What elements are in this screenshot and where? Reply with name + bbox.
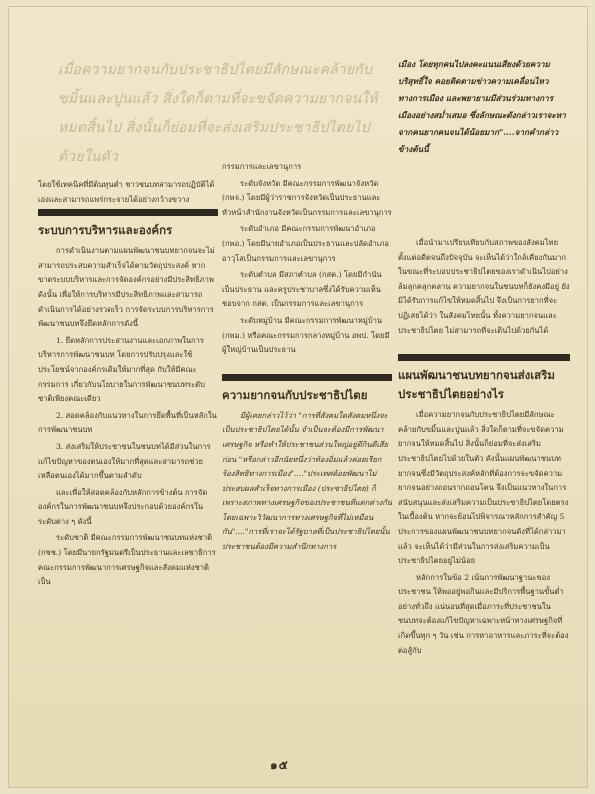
column-middle bbox=[222, 160, 392, 557]
section-divider-bar bbox=[398, 354, 570, 361]
paragraph: มีผู้เคยกล่าวไว้ว่า "การที่สังคมใดสังคมหนึ่งจะเป็นประชาธิปไตยได้นั้น จำเป็นจะต้องมีการพัฒนาเศรษฐกิจ หรือทำให้ประชาชนส่วนใหญ่อยู่ดีกินดีเสียก่อน "หรือกล่าวอีกนัยหนึ่งว่าท้องอิ่มแล้วค่อยเรียกร้องสิทธิทางการเมือง"...."ประเทศด้อยพัฒนาไม่ประสบผลสำเร็จทางการเมือง (ประชาธิปไตย) ก็เพราะสภาพทางเศรษฐกิจของประชาชนที่แตกต่างกัน โดยเฉพาะวิวัฒนาการทางเศรษฐกิจที่ไม่เหมือนกัน"...."การที่เราจะได้รัฐบาลที่เป็นประชาธิปไตยนั้น ประชาชนต้องมีความสำนึกทางการ bbox=[222, 410, 392, 552]
section-divider-bar bbox=[222, 374, 392, 381]
page-number: ๑๕ bbox=[270, 758, 289, 772]
section-heading: ระบบการบริหารและองค์กร bbox=[38, 223, 173, 238]
quote-continuation: เมือง โดยทุกคนไปลงคะแนนเสียงด้วยความบริสุทธิ์ใจ คอยติดตามข่าวความเคลื่อนไหวทางการเมือง และพยายามมีส่วนร่วมทางการเมืองอย่างสม่ำเสมอ ซึ่งลักษณะดังกล่าวเราจะหาจากคนยากคนจนได้น้อยมาก"....จากคำกล่าวข้างต้นนี้ bbox=[398, 59, 566, 154]
paragraph: เมื่อนำมาเปรียบเทียบกับสภาพของสังคมไทยตั้งแต่อดีตจนถึงปัจจุบัน จะเห็นได้ว่าใกล้เคียงกันมาก ในขณะที่ระบอบประชาธิปไตยของเราดำเนินไปอย่างล้มลุกคลุกคลาน ความยากจนในชนบทก็ยังคงมีอยู่ ยังมิได้รับการแก้ไขให้หมดสิ้นไป จึงเป็นการยากที่จะปฏิเสธได้ว่า ในสังคมไทยนั้น ทั้งความยากจนและประชาธิปไตย ไม่สามารถที่จะเดินไปด้วยกันได้ bbox=[398, 238, 570, 335]
paragraph: 3. ส่งเสริมให้ประชาชนในชนบทได้มีส่วนในการแก้ไขปัญหาของตนเองให้มากที่สุดและสามารถช่วยเหลือตนเองได้มากขึ้นตามลำดับ bbox=[38, 441, 211, 481]
column-left bbox=[38, 178, 218, 592]
section-divider-bar bbox=[38, 209, 218, 216]
section-heading: แผนพัฒนาชนบทยากจนส่งเสริมประชาธิปไตยอย่างไร bbox=[398, 368, 555, 402]
paragraph: ระดับชาติ มีคณะกรรมการพัฒนาชนบทแห่งชาติ (กชช.) โดยมีนายกรัฐมนตรีเป็นประธานและเลขาธิการคณะกรรมการพัฒนาการเศรษฐกิจและสังคมแห่งชาติเป็น bbox=[38, 533, 216, 587]
paragraph: 2. สอดคล้องกับแนวทางในการยึดพื้นที่เป็นหลักในการพัฒนาชนบท bbox=[38, 410, 217, 435]
paragraph: เมื่อความยากจนกับประชาธิปไตยมีลักษณะคล้ายกับขมิ้นและปูนแล้ว สิ่งใดก็ตามที่จะขจัดความยากจนให้หมดสิ้นไป สิ่งนั้นก็ย่อมที่จะส่งเสริมประชาธิปไตยไปด้วยในตัว ดังนั้นแผนพัฒนาชนบทยากจนซึ่งมีวัตถุประสงค์หลักที่ต้องการจะขจัดความยากจนอย่างถอนรากถอนโคน จึงเป็นแนวทางในการสนับสนุนและส่งเสริมความเป็นประชาธิปไตยโดยตรงในเบื้องต้น หากจะย้อนไปพิจารณาหลักการสำคัญ 5 ประการของแผนพัฒนาชนบทยากจนดังที่ได้กล่าวมาแล้ว จะเห็นได้ว่ามีส่วนในการส่งเสริมความเป็นประชาธิปไตยอยู่ไม่น้อย bbox=[398, 410, 569, 566]
paragraph: ระดับหมู่บ้าน มีคณะกรรมการพัฒนาหมู่บ้าน (กพม.) หรือคณะกรรมการกลางหมู่บ้าน อพป. โดยมีผู้ใหญ่บ้านเป็นประธาน bbox=[222, 315, 390, 355]
paragraph: 1. ยึดหลักการประสานงานและเอกภาพในการบริหารการพัฒนาชนบท โดยการปรับปรุงและใช้ประโยชน์จากองค์กรเดิมให้มากที่สุด กับให้มีคณะกรรมการ เกี่ยวกับนโยบายในการพัฒนาชนบทระดับชาติเพียงคณะเดียว bbox=[38, 335, 205, 404]
byline-text: โดยใช้เทคนิคที่มีต้นทุนต่ำ ชาวชนบทสามารถปฏิบัติได้เองและสามารถแพร่กระจายได้อย่างกว้างขวาง bbox=[38, 180, 215, 204]
paragraph: ระดับตำบล มีสภาตำบล (กสต.) โดยมีกำนันเป็นประธาน และครูประชาบาลซึ่งได้รับความเห็นชอบจาก กสต. เป็นกรรมการและเลขานุการ bbox=[222, 270, 382, 309]
column-right bbox=[398, 236, 570, 660]
paragraph: การดำเนินงานตามแผนพัฒนาชนบทยากจนจะไม่สามารถประสบความสำเร็จได้ตามวัตถุประสงค์ หากขาดระบบบริหารและการจัดองค์กรอย่างมีประสิทธิภาพ ดังนั้น เพื่อให้การบริหารมีประสิทธิภาพและสามารถดำเนินการได้อย่างรวดเร็ว การจัดระบบการบริหารการพัฒนาชนบทจึงยึดหลักการดังนี้ bbox=[38, 246, 215, 329]
paragraph: กรรมการและเลขานุการ bbox=[222, 162, 302, 171]
paragraph: ระดับอำเภอ มีคณะกรรมการพัฒนาอำเภอ (กพอ.) โดยมีนายอำเภอเป็นประธานและปลัดอำเภออาวุโสเป็นกรรมการและเลขานุการ bbox=[222, 224, 389, 263]
section-heading: ความยากจนกับประชาธิปไตย bbox=[222, 387, 368, 402]
paragraph: และเพื่อให้สอดคล้องกับหลักการข้างต้น การจัดองค์กรในการพัฒนาชนบทจึงประกอบด้วยองค์กรในระดับต่าง ๆ ดังนี้ bbox=[38, 487, 208, 526]
paragraph: หลักการในข้อ 2 เน้นการพัฒนาฐานะของประชาชน ให้พออยู่พอกินและมีปริการพื้นฐานขั้นต่ำอย่างทั่วถึง แน่นอนที่สุดเมื่อภาระที่ประชาชนในชนบทจะต้องแก้ไขปัญหาเฉพาะหน้าทางเศรษฐกิจที่เกิดขึ้นทุก ๆ วัน เช่น การหาอาหารและภาระที่จะต้องต่อสู้กับ bbox=[398, 572, 569, 655]
intro-pull-quote: เมื่อความยากจนกับประชาธิปไตยมีลักษณะคล้ายกับขมิ้นและปูนแล้ว สิ่งใดก็ตามที่จะขจัดความยากจนให้หมดสิ้นไป สิ่งนั้นก็ย่อมที่จะส่งเสริมประชาธิปไตยไปด้วยในตัว bbox=[58, 62, 378, 165]
paragraph: ระดับจังหวัด มีคณะกรรมการพัฒนาจังหวัด (กพจ.) โดยมีผู้ว่าราชการจังหวัดเป็นประธานและหัวหน้าสำนักงานจังหวัดเป็นกรรมการและเลขานุการ bbox=[222, 178, 392, 217]
